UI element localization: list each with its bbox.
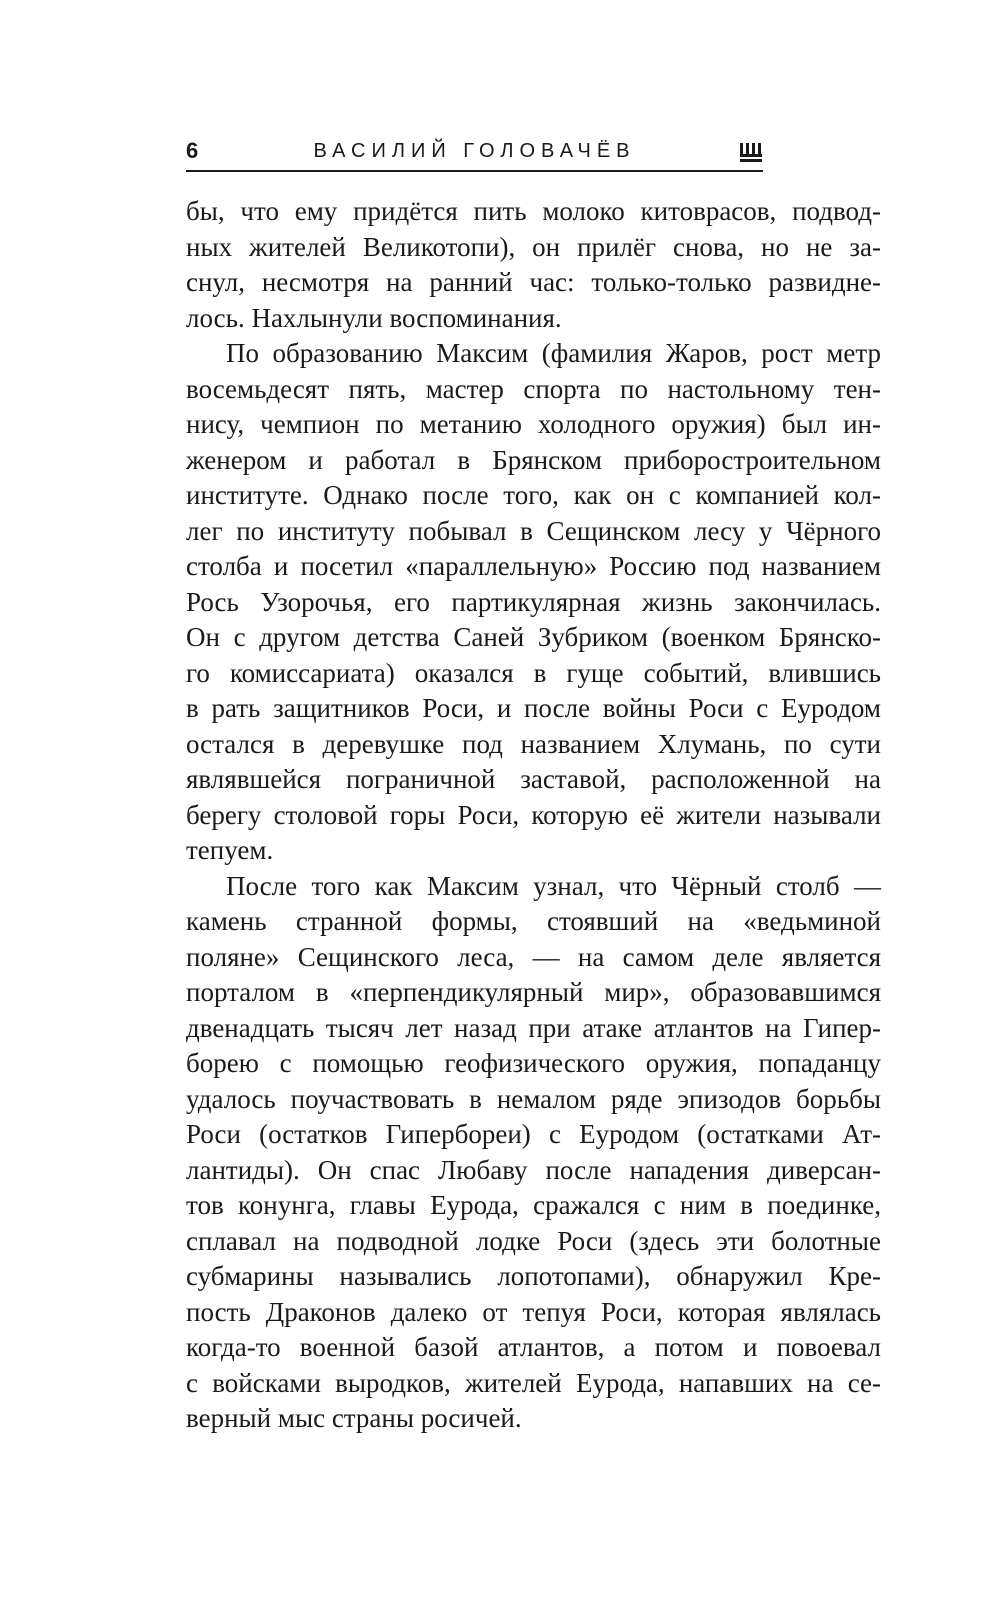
text-line: снул, несмотря на ранний час: только-только развидне- (186, 267, 881, 297)
text-line: являвшейся пограничной заставой, расположенной на (186, 764, 881, 794)
text-line: пость Драконов далеко от тепуя Роси, которая являлась (186, 1296, 881, 1327)
text-line: берегу столовой горы Роси, которую её жители называли (186, 799, 881, 830)
text-line: верный мыс страны росичей. (186, 1403, 522, 1433)
text-line: тепуем. (186, 835, 274, 865)
body-text (186, 194, 881, 1437)
text-line: бы, что ему придётся пить молоко китоврасов, подвод- (186, 196, 881, 226)
text-line: двенадцать тысяч лет назад при атаке атлантов на Гипер- (186, 1012, 881, 1043)
text-line: тов конунга, главы Еурода, сражался с ним в поединке, (186, 1190, 881, 1220)
text-line: остался в деревушке под названием Хлумань, по сути (186, 728, 881, 759)
text-line: сплавал на подводной лодке Роси (здесь эти болотные (186, 1225, 881, 1256)
text-line: Он с другом детства Саней Зубриком (военком Брянско- (186, 622, 881, 652)
text-line: лось. Нахлынули воспоминания. (186, 302, 562, 333)
text-line: лег по институту побывал в Сещинском лесу у Чёрного (186, 515, 881, 546)
running-head (186, 132, 763, 172)
text-line: субмарины назывались лопотопами), обнаружил Кре- (186, 1261, 881, 1291)
text-line: По образованию Максим (фамилия Жаров, рост метр (226, 338, 881, 368)
text-line: Рось Узорочья, его партикулярная жизнь закончилась. (186, 586, 881, 617)
paragraph (186, 336, 881, 869)
text-line: с войсками выродков, жителей Еурода, напавших на се- (186, 1367, 881, 1398)
text-line: когда-то военной базой атлантов, а потом и повоевал (186, 1332, 881, 1362)
text-line: институте. Однако после того, как он с компанией кол- (186, 480, 881, 510)
text-line: Роси (остатков Гипербореи) с Еуродом (остатками Ат- (186, 1119, 881, 1149)
text-line: го комиссариата) оказался в гуще событий, влившись (186, 657, 881, 688)
text-line: женером и работал в Брянском приборостроительном (186, 444, 881, 475)
text-line: нису, чемпион по метанию холодного оружия) был ин- (186, 409, 881, 439)
author-name: ВАСИЛИЙ ГОЛОВАЧЁВ (313, 140, 636, 162)
text-line: порталом в «перпендикулярный мир», образовавшимся (186, 977, 881, 1007)
text-line: поляне» Сещинского леса, — на самом деле является (186, 941, 881, 972)
text-line: борею с помощью геофизического оружия, попаданцу (186, 1048, 881, 1078)
page-number: 6 (186, 138, 199, 163)
text-line: После того как Максим узнал, что Чёрный столб — (226, 870, 881, 901)
text-line: столба и посетил «параллельную» Россию под названием (186, 551, 881, 581)
paragraph (186, 194, 881, 336)
paragraph (186, 869, 881, 1437)
publisher-logo-icon (739, 142, 763, 164)
text-line: камень странной формы, стоявший на «ведьминой (186, 906, 881, 936)
text-line: удалось поучаствовать в немалом ряде эпизодов борьбы (186, 1083, 881, 1114)
text-line: ных жителей Великотопи), он прилёг снова, но не за- (186, 231, 881, 262)
text-line: восемьдесят пять, мастер спорта по настольному тен- (186, 373, 881, 404)
text-line: в рать защитников Роси, и после войны Роси с Еуродом (186, 693, 881, 723)
text-line: лантиды). Он спас Любаву после нападения диверсан- (186, 1154, 881, 1185)
